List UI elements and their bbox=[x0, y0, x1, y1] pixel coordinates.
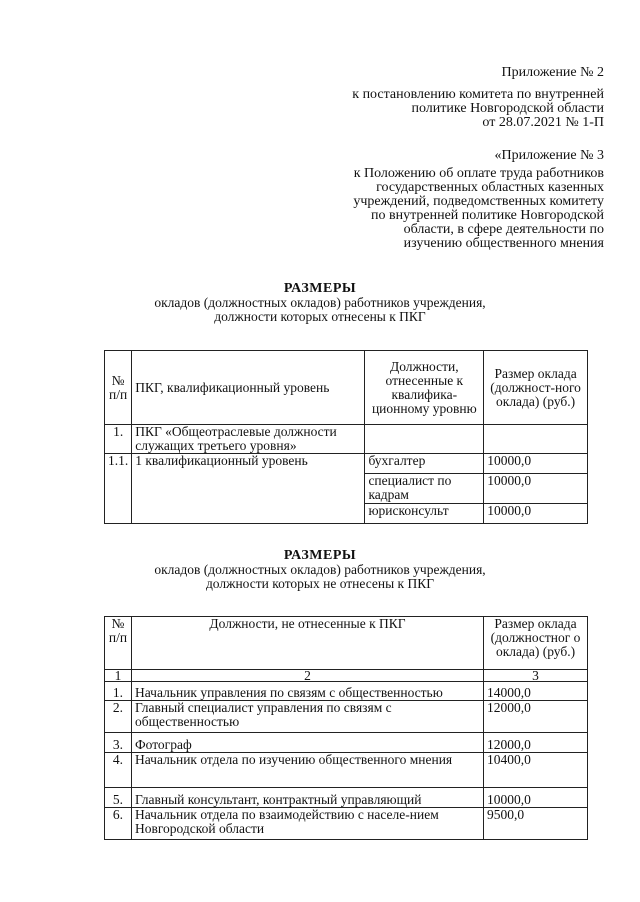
row-position: Главный специалист управления по связям с общественностью bbox=[131, 701, 483, 733]
row-salary: 9500,0 bbox=[484, 808, 588, 840]
colnum: 3 bbox=[484, 670, 588, 682]
table-row bbox=[105, 682, 588, 701]
empty-cell bbox=[365, 425, 484, 454]
appendix-2-line: от 28.07.2021 № 1-П bbox=[482, 115, 604, 130]
section-2-subtitle: окладов (должностных окладов) работников учреждения, bbox=[154, 562, 486, 577]
table-row bbox=[105, 733, 588, 753]
appendix-2-header bbox=[352, 66, 604, 130]
pkg-salary-table bbox=[104, 350, 588, 524]
table-row bbox=[105, 454, 588, 474]
section-2-title: РАЗМЕРЫ bbox=[283, 548, 357, 563]
row-num: 5. bbox=[105, 788, 132, 808]
row-salary: 10000,0 bbox=[484, 454, 588, 474]
colnum: 1 bbox=[105, 670, 132, 682]
row-position: Главный консультант, контрактный управляющий bbox=[131, 788, 483, 808]
appendix-3-line: области, в сфере деятельности по bbox=[403, 222, 604, 237]
section-1-subtitle: окладов (должностных окладов) работников учреждения, bbox=[154, 295, 486, 310]
table-row bbox=[105, 788, 588, 808]
appendix-3-title: «Приложение № 3 bbox=[494, 148, 604, 163]
row-pkg: ПКГ «Общеотраслевые должности служащих третьего уровня» bbox=[132, 425, 365, 454]
row-salary: 14000,0 bbox=[484, 682, 588, 701]
header-pkg: ПКГ, квалификационный уровень bbox=[132, 351, 365, 425]
appendix-2-title: Приложение № 2 bbox=[501, 65, 604, 80]
empty-cell bbox=[484, 425, 588, 454]
row-num: 3. bbox=[105, 733, 132, 753]
row-level: 1 квалификационный уровень bbox=[132, 454, 365, 524]
appendix-3-line: к Положению об оплате труда работников bbox=[353, 166, 604, 181]
header-num: № п/п bbox=[105, 351, 132, 425]
non-pkg-salary-table bbox=[104, 616, 588, 840]
table-header-row bbox=[105, 351, 588, 425]
section-2-heading bbox=[36, 549, 604, 591]
header-salary: Размер оклада (должност-ного оклада) (руб.) bbox=[484, 351, 588, 425]
table-row bbox=[105, 808, 588, 840]
appendix-3-header bbox=[353, 149, 604, 251]
row-num: 1.1. bbox=[105, 454, 132, 524]
row-position: специалист по кадрам bbox=[365, 474, 484, 504]
appendix-3-line: государственных областных казенных bbox=[376, 180, 604, 195]
section-1-heading bbox=[36, 282, 604, 324]
row-num: 6. bbox=[105, 808, 132, 840]
table-row bbox=[105, 425, 588, 454]
row-position: Начальник управления по связям с общественностью bbox=[131, 682, 483, 701]
appendix-3-line: изучению общественного мнения bbox=[403, 236, 604, 251]
section-1-title: РАЗМЕРЫ bbox=[283, 281, 357, 296]
appendix-3-line: учреждений, подведомственных комитету bbox=[353, 194, 604, 209]
appendix-2-line: политике Новгородской области bbox=[411, 101, 604, 116]
row-num: 4. bbox=[105, 753, 132, 788]
header-positions: Должности, отнесенные к квалифика-ционному уровню bbox=[365, 351, 484, 425]
row-position: Начальник отдела по взаимодействию с населе-нием Новгородской области bbox=[131, 808, 483, 840]
table-row bbox=[105, 753, 588, 788]
row-position: юрисконсульт bbox=[365, 504, 484, 524]
table-row bbox=[105, 701, 588, 733]
appendix-2-line: к постановлению комитета по внутренней bbox=[352, 87, 604, 102]
section-2-subtitle: должности которых не отнесены к ПКГ bbox=[205, 576, 435, 591]
row-salary: 10000,0 bbox=[484, 788, 588, 808]
header-salary: Размер оклада (должностног о оклада) (руб.) bbox=[484, 617, 588, 670]
row-salary: 12000,0 bbox=[484, 701, 588, 733]
row-position: бухгалтер bbox=[365, 454, 484, 474]
row-salary: 10000,0 bbox=[484, 504, 588, 524]
row-salary: 10400,0 bbox=[484, 753, 588, 788]
row-position: Фотограф bbox=[131, 733, 483, 753]
row-position: Начальник отдела по изучению общественного мнения bbox=[131, 753, 483, 788]
row-num: 1. bbox=[105, 425, 132, 454]
table-header-row bbox=[105, 617, 588, 670]
row-salary: 12000,0 bbox=[484, 733, 588, 753]
appendix-3-line: по внутренней политике Новгородской bbox=[371, 208, 604, 223]
header-position: Должности, не отнесенные к ПКГ bbox=[131, 617, 483, 670]
row-num: 2. bbox=[105, 701, 132, 733]
section-1-subtitle: должности которых отнесены к ПКГ bbox=[214, 309, 426, 324]
column-number-row bbox=[105, 670, 588, 682]
colnum: 2 bbox=[131, 670, 483, 682]
header-num: № п/п bbox=[105, 617, 132, 670]
row-salary: 10000,0 bbox=[484, 474, 588, 504]
row-num: 1. bbox=[105, 682, 132, 701]
